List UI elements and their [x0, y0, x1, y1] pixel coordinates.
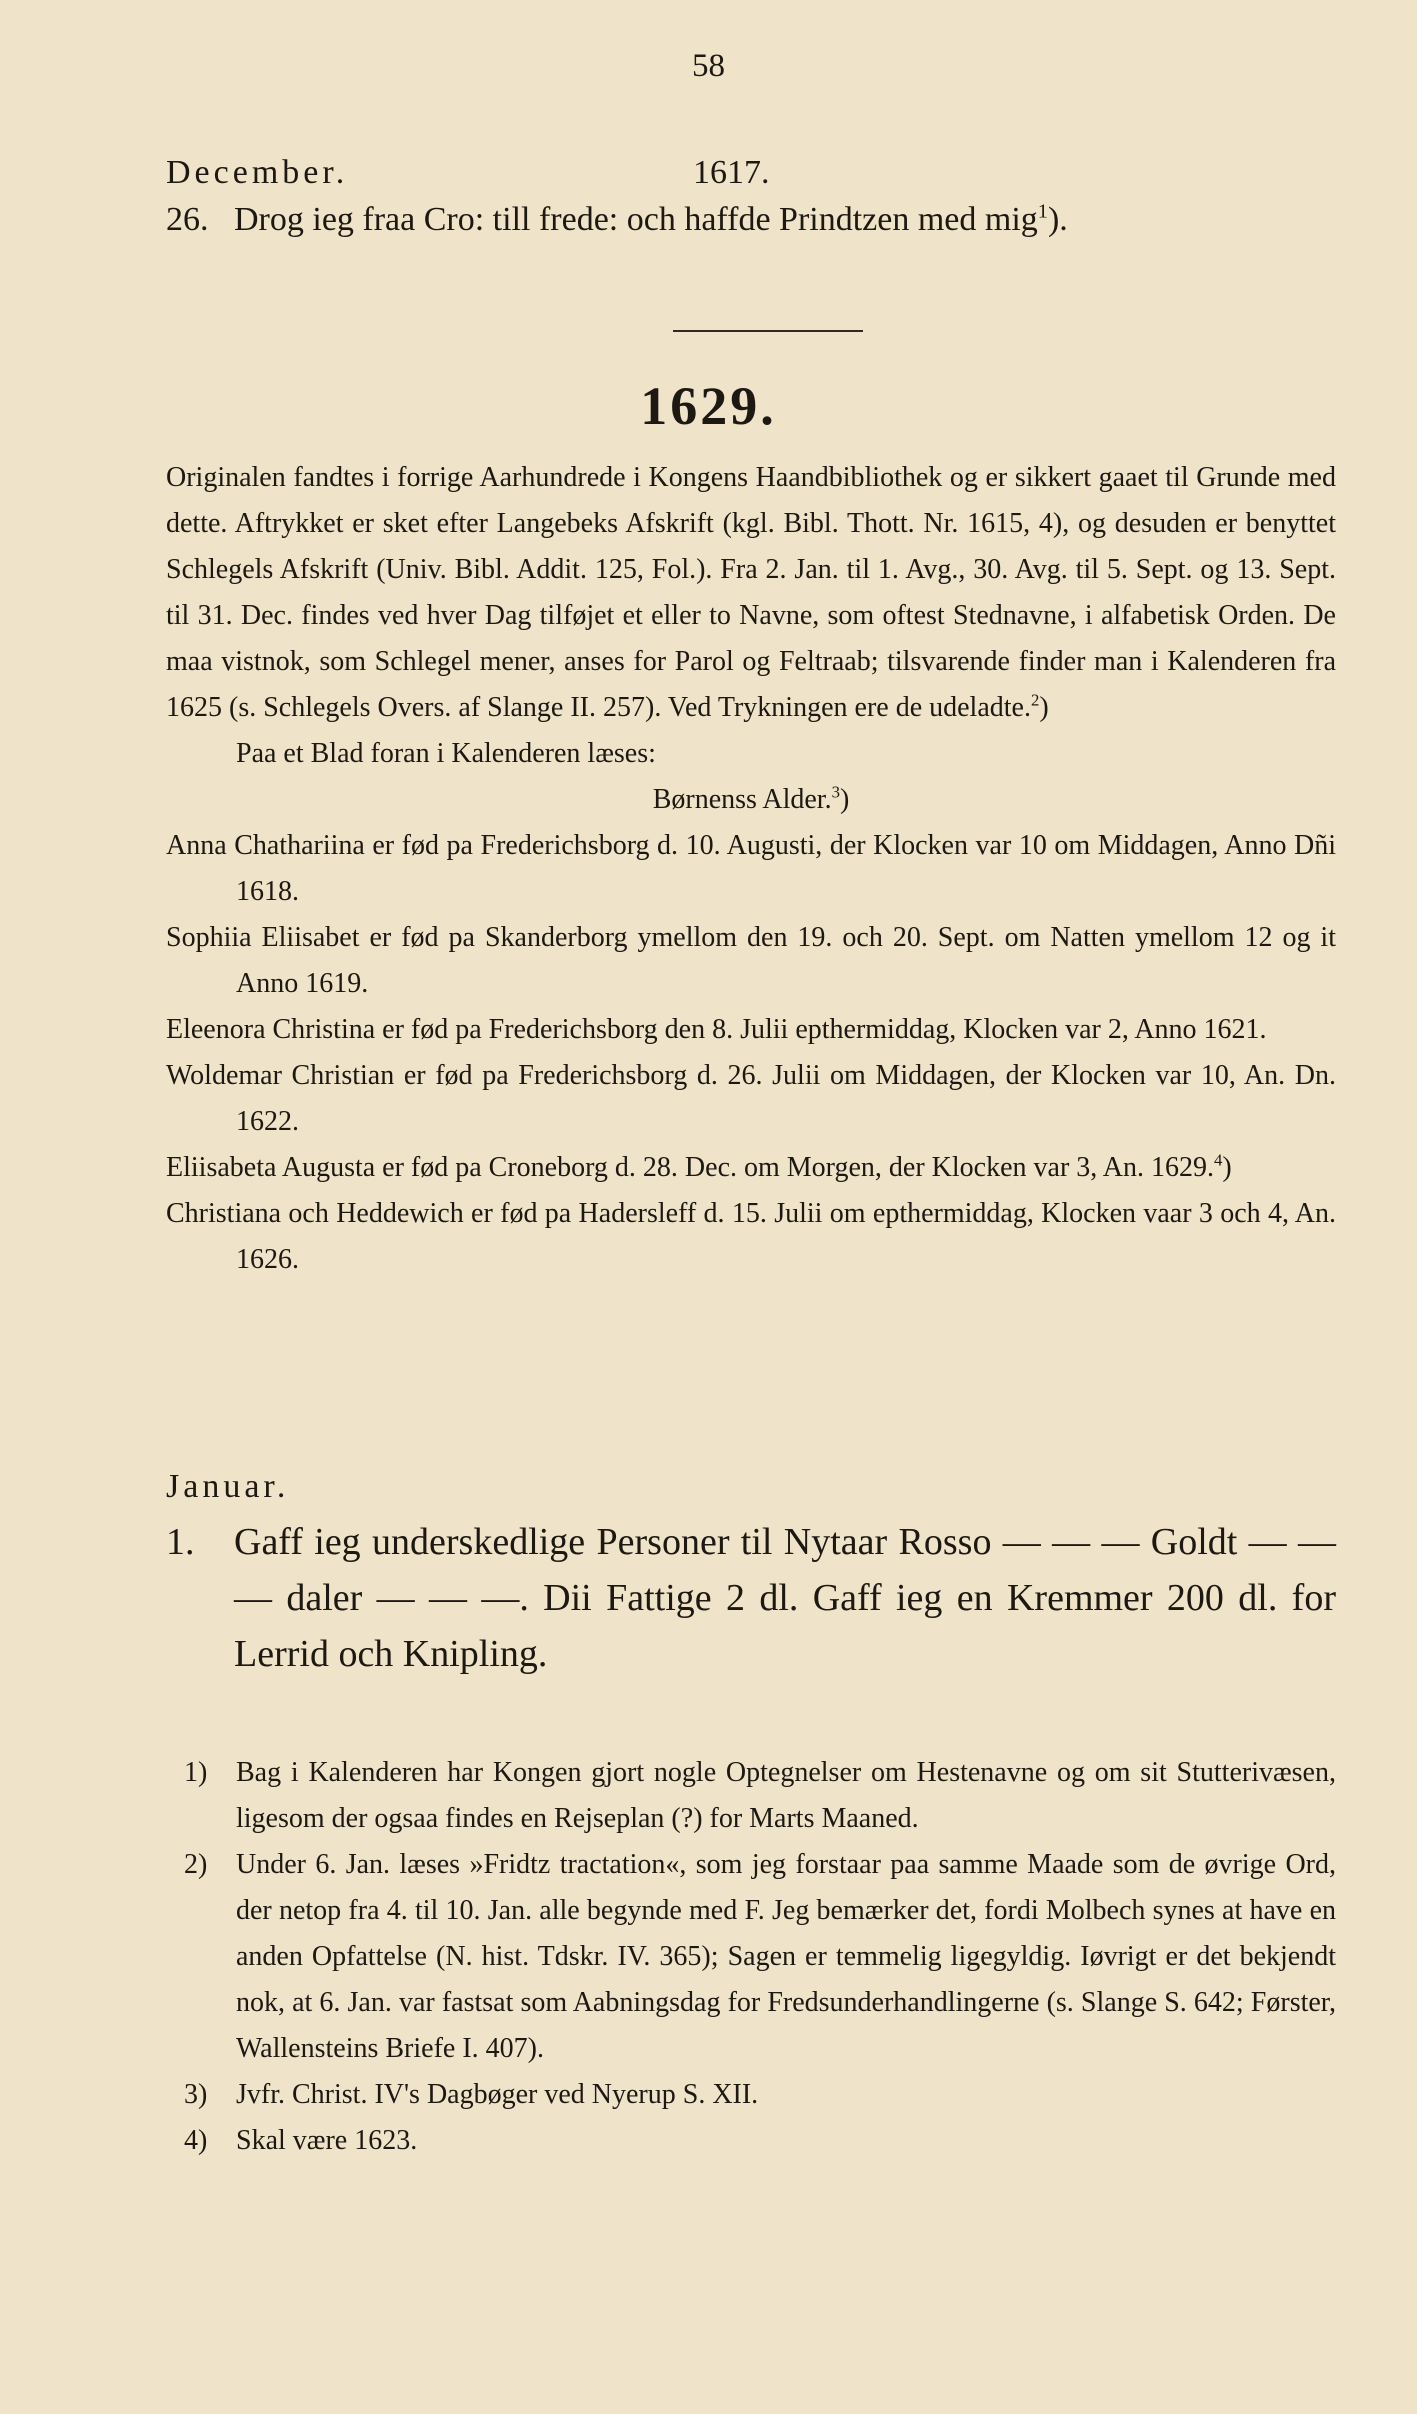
entry-text: Drog ieg fraa Cro: till frede: och haffde Prindtzen med mig — [234, 201, 1038, 238]
footnote-text: Under 6. Jan. læses »Fridtz tractation«, som jeg forstaar paa samme Maade som de øvrige Ord, der netop fra 4. til 10. Jan. alle begynde med F. Jeg bemærker det, fordi Molbech synes at have en anden Opfattelse (N. hist. Tdskr. IV. 365); Sagen er temmelig ligegyldig. Iøvrigt er det bekjendt nok, at 6. Jan. var fastsat som Aabningsdag for Fredsunderhandlingerne (s. Slange S. 642; Førster, Wallensteins Briefe I. 407). — [236, 1849, 1336, 2064]
child-record-end: ) — [1222, 1152, 1232, 1183]
child-record — [166, 1053, 1336, 1145]
section-divider — [673, 330, 863, 332]
child-record — [166, 1145, 1336, 1191]
month-heading: Januar. — [166, 1468, 290, 1505]
footnote-reference: 2 — [1030, 690, 1040, 710]
footnote-mark: 2) — [184, 1849, 208, 1880]
entry-number: 1. — [166, 1521, 195, 1563]
footnote-text: Jvfr. Christ. IV's Dagbøger ved Nyerup S. XII. — [236, 2079, 759, 2110]
december-header — [166, 132, 1336, 192]
january-section — [166, 1468, 1336, 1682]
footnote — [166, 2072, 1336, 2118]
footnote-reference: 3 — [831, 782, 840, 802]
page-number: 58 — [692, 48, 725, 84]
footnote-reference: 4 — [1213, 1150, 1223, 1170]
footnote-mark: 1) — [184, 1757, 208, 1788]
child-record-text: Sophiia Eliisabet er fød pa Skanderborg ymellom den 19. och 20. Sept. om Natten ymellom 12 og it Anno 1619. — [166, 922, 1336, 999]
intro-paragraph-text: Originalen fandtes i forrige Aarhundrede i Kongens Haandbibliothek og er sikkert gaaet til Grunde med dette. Aftrykket er sket efter Langebeks Afskrift (kgl. Bibl. Thott. Nr. 1615, 4), og desuden er benyttet Schlegels Afskrift (Univ. Bibl. Addit. 125, Fol.). Fra 2. Jan. til 1. Avg., 30. Avg. til 5. Sept. og 13. Sept. til 31. Dec. findes ved hver Dag tilføjet et eller to Navne, som oftest Stednavne, i alfabetisk Orden. De maa vistnok, som Schlegel mener, anses for Parol og Feltraab; tilsvarende finder man i Kalenderen fra 1625 (s. Schlegels Overs. af Slange II. 257). Ved Trykningen ere de udeladte. — [166, 462, 1336, 723]
month-heading: December. — [166, 154, 349, 191]
child-record-text: Eleenora Christina er fød pa Frederichsborg den 8. Julii epthermiddag, Klocken var 2, Anno 1621. — [166, 1014, 1267, 1045]
entry-text: Gaff ieg underskedlige Personer til Nytaar Rosso — — — Goldt — — — daler — — —. Dii Fattige 2 dl. Gaff ieg en Kremmer 200 dl. for Lerrid och Knipling. — [234, 1521, 1336, 1675]
year-marker: 1617. — [693, 154, 770, 191]
year-heading: 1629. — [640, 376, 777, 436]
child-record-text: Woldemar Christian er fød pa Frederichsborg d. 26. Julii om Middagen, der Klocken var 10, An. Dn. 1622. — [166, 1060, 1336, 1137]
footnote-reference: 1 — [1037, 200, 1048, 223]
footnote-text: Bag i Kalenderen har Kongen gjort nogle Optegnelser om Hestenavne og om sit Stutterivæsen, ligesom der ogsaa findes en Rejseplan (?) for Marts Maaned. — [236, 1757, 1336, 1834]
child-record — [166, 1191, 1336, 1283]
blad-line: Paa et Blad foran i Kalenderen læses: — [236, 738, 656, 769]
intro-section — [166, 455, 1336, 1283]
footnote — [166, 1842, 1336, 2072]
footnote — [166, 1750, 1336, 1842]
children-heading-end: ) — [839, 784, 850, 815]
footnote-text: Skal være 1623. — [236, 2125, 418, 2156]
child-record — [166, 823, 1336, 915]
child-record-text: Christiana och Heddewich er fød pa Hadersleff d. 15. Julii om epthermiddag, Klocken vaar 3 och 4, An. 1626. — [166, 1198, 1336, 1275]
december-section — [166, 132, 1336, 247]
diary-entry — [166, 1514, 1336, 1682]
children-heading — [166, 777, 1336, 823]
intro-paragraph — [166, 455, 1336, 731]
children-heading-text: Børnenss Alder. — [652, 784, 832, 815]
child-record — [166, 915, 1336, 1007]
intro-paragraph-end: ) — [1039, 692, 1049, 723]
footnote — [166, 2118, 1336, 2164]
diary-entry — [166, 192, 1336, 247]
footnotes — [166, 1750, 1336, 2164]
child-record-text: Anna Chathariina er fød pa Frederichsborg d. 10. Augusti, der Klocken var 10 om Middagen, Anno Dñi 1618. — [166, 830, 1336, 907]
footnote-mark: 3) — [184, 2079, 208, 2110]
child-record-text: Eliisabeta Augusta er fød pa Croneborg d. 28. Dec. om Morgen, der Klocken var 3, An. 1629. — [166, 1152, 1214, 1183]
entry-number: 26. — [166, 201, 209, 238]
entry-text-end: ). — [1047, 201, 1068, 238]
child-record — [166, 1007, 1336, 1053]
footnote-mark: 4) — [184, 2125, 208, 2156]
